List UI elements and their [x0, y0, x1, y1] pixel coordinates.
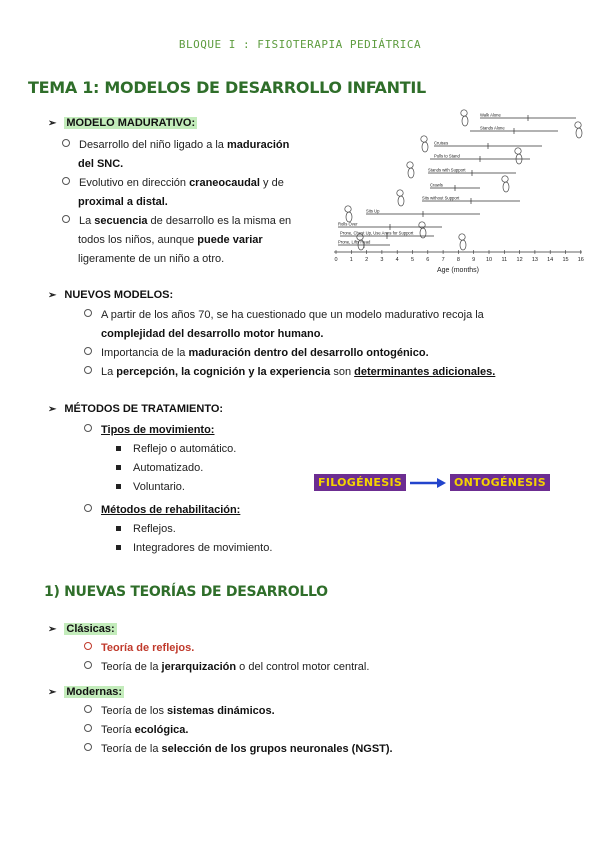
metodos-list [84, 421, 344, 558]
list-item: Importancia de la maduración dentro del desarrollo ontogénico. [84, 344, 584, 363]
baby-figure-icon [575, 122, 582, 138]
baby-figure-icon [419, 222, 426, 238]
list-item: Voluntario. [84, 478, 344, 497]
tema-title: TEMA 1: MODELOS DE DESARROLLO INFANTIL [28, 78, 426, 97]
ontogenesis-label: ONTOGÉNESIS [450, 474, 550, 491]
modernas-list [84, 702, 584, 759]
milestone-bar [428, 168, 516, 177]
circle-bullet-icon [62, 139, 70, 147]
x-tick-label: 4 [395, 257, 399, 263]
list-item: Evolutivo en dirección craneocaudal y de [62, 174, 322, 193]
tipos-heading: Tipos de movimiento: [101, 424, 215, 436]
circle-bullet-icon [84, 504, 92, 512]
circle-bullet-icon [84, 705, 92, 713]
nuevos-modelos-list: A partir de los años 70, se ha cuestionado que un modelo madurativo recoja la complejidad del desarrollo motor humano. Importancia de la maduración dentro del desarrollo ontogénico. La percepción, la cognición y la experiencia son determinantes adicionales. [84, 306, 584, 382]
list-item: Reflejo o automático. [84, 440, 344, 459]
x-tick-label: 16 [577, 257, 584, 263]
x-tick-label: 14 [547, 257, 554, 263]
baby-figure-icon [459, 234, 466, 250]
x-tick-label: 7 [441, 257, 445, 263]
circle-bullet-icon [84, 347, 92, 355]
baby-figure-icon [407, 162, 414, 178]
modelo-madurativo-heading: ➢ MODELO MADURATIVO: [48, 117, 196, 129]
x-tick-label: 10 [485, 257, 493, 263]
arrow-bullet-icon: ➢ [48, 687, 57, 698]
milestone-bar [366, 209, 480, 218]
circle-bullet-icon [62, 215, 70, 223]
arrow-bullet-icon: ➢ [48, 404, 57, 415]
milestone-label: Walk Alone [480, 112, 501, 118]
milestone-label: Sits Up [366, 208, 380, 214]
square-bullet-icon [116, 446, 121, 451]
arrow-bullet-icon: ➢ [48, 624, 57, 635]
list-item: La secuencia de desarrollo es la misma en [62, 212, 322, 231]
square-bullet-icon [116, 545, 121, 550]
baby-figure-icon [345, 206, 352, 222]
baby-figure-icon [515, 148, 522, 164]
square-bullet-icon [116, 484, 121, 489]
list-item: Teoría de la selección de los grupos neuronales (NGST). [84, 740, 584, 759]
x-tick-label: 3 [380, 257, 384, 263]
x-tick-label: 11 [501, 257, 508, 263]
milestone-bar [434, 141, 542, 150]
baby-figure-icon [461, 110, 468, 126]
milestone-bar [470, 126, 558, 135]
list-item: A partir de los años 70, se ha cuestionado que un modelo madurativo recoja la [84, 306, 584, 325]
list-item: Teoría de reflejos. [84, 639, 584, 658]
milestone-label: Stands Alone [480, 125, 505, 131]
milestone-label: Rolls Over [338, 221, 358, 227]
list-item: Reflejos. [84, 520, 344, 539]
chart-xlabel: Age (months) [436, 267, 480, 274]
circle-bullet-icon [62, 177, 70, 185]
milestone-label: Prone, Lifts Head [338, 239, 371, 245]
nuevos-modelos-heading: ➢ NUEVOS MODELOS: [48, 289, 174, 301]
list-item: Teoría de la jerarquización o del control motor central. [84, 658, 584, 677]
rehab-heading: Métodos de rehabilitación: [101, 504, 241, 516]
x-tick-label: 12 [516, 257, 523, 263]
milestone-label: Crawls [430, 182, 443, 188]
milestone-bar [480, 113, 576, 122]
baby-figure-icon [421, 136, 428, 152]
clasicas-heading: ➢ Clásicas: [48, 623, 115, 635]
x-tick-label: 0 [334, 257, 338, 263]
milestone-label: Prone, Chest Up, Use Arms for Support [340, 230, 414, 236]
modernas-heading: ➢ Modernas: [48, 686, 123, 698]
milestone-bar [422, 196, 520, 205]
x-tick-label: 13 [531, 257, 538, 263]
circle-bullet-icon [84, 366, 92, 374]
circle-bullet-icon [84, 309, 92, 317]
circle-bullet-icon [84, 661, 92, 669]
right-arrow-icon [408, 476, 448, 490]
section1-title: 1) NUEVAS TEORÍAS DE DESARROLLO [44, 584, 328, 600]
milestone-bar [430, 183, 480, 192]
square-bullet-icon [116, 465, 121, 470]
circle-bullet-icon [84, 424, 92, 432]
circle-bullet-icon [84, 724, 92, 732]
x-tick-label: 6 [426, 257, 430, 263]
x-tick-label: 5 [410, 257, 415, 263]
list-item: Integradores de movimiento. [84, 539, 344, 558]
circle-bullet-icon [84, 743, 92, 751]
list-item: Automatizado. [84, 459, 344, 478]
milestone-bar [430, 154, 530, 163]
x-tick-label: 9 [472, 257, 476, 263]
circle-bullet-icon [84, 642, 92, 650]
arrow-bullet-icon: ➢ [48, 118, 57, 129]
milestone-label: Cruises [434, 140, 449, 146]
baby-figure-icon [502, 176, 509, 192]
x-tick-label: 1 [349, 257, 353, 263]
x-tick-label: 8 [456, 257, 460, 263]
filogenesis-label: FILOGÉNESIS [314, 474, 406, 491]
list-item: Teoría de los sistemas dinámicos. [84, 702, 584, 721]
milestone-label: Stands with Support [428, 167, 466, 173]
motor-milestones-chart [330, 104, 592, 276]
milestone-label: Sits without Support [422, 195, 460, 201]
square-bullet-icon [116, 526, 121, 531]
arrow-bullet-icon: ➢ [48, 290, 57, 301]
modelo-madurativo-list: Desarrollo del niño ligado a la maduración del SNC. Evolutivo en dirección craneocaudal y de proximal a distal. La secuencia de desarrollo es la misma en todos los niños, aunque puede variar ligeramente de un niño a otro. [62, 136, 322, 269]
baby-figure-icon [397, 190, 404, 206]
list-item: La percepción, la cognición y la experiencia son determinantes adicionales. [84, 363, 584, 382]
document-header: BLOQUE I : FISIOTERAPIA PEDIÁTRICA [178, 38, 422, 51]
x-tick-label: 2 [365, 257, 369, 263]
clasicas-list [84, 639, 584, 677]
x-tick-label: 15 [562, 257, 569, 263]
metodos-heading: ➢ MÉTODOS DE TRATAMIENTO: [48, 403, 224, 415]
milestone-label: Pulls to Stand [434, 153, 460, 159]
milestone-bar [338, 222, 442, 231]
list-item: Desarrollo del niño ligado a la maduración [62, 136, 322, 155]
list-item: Teoría ecológica. [84, 721, 584, 740]
